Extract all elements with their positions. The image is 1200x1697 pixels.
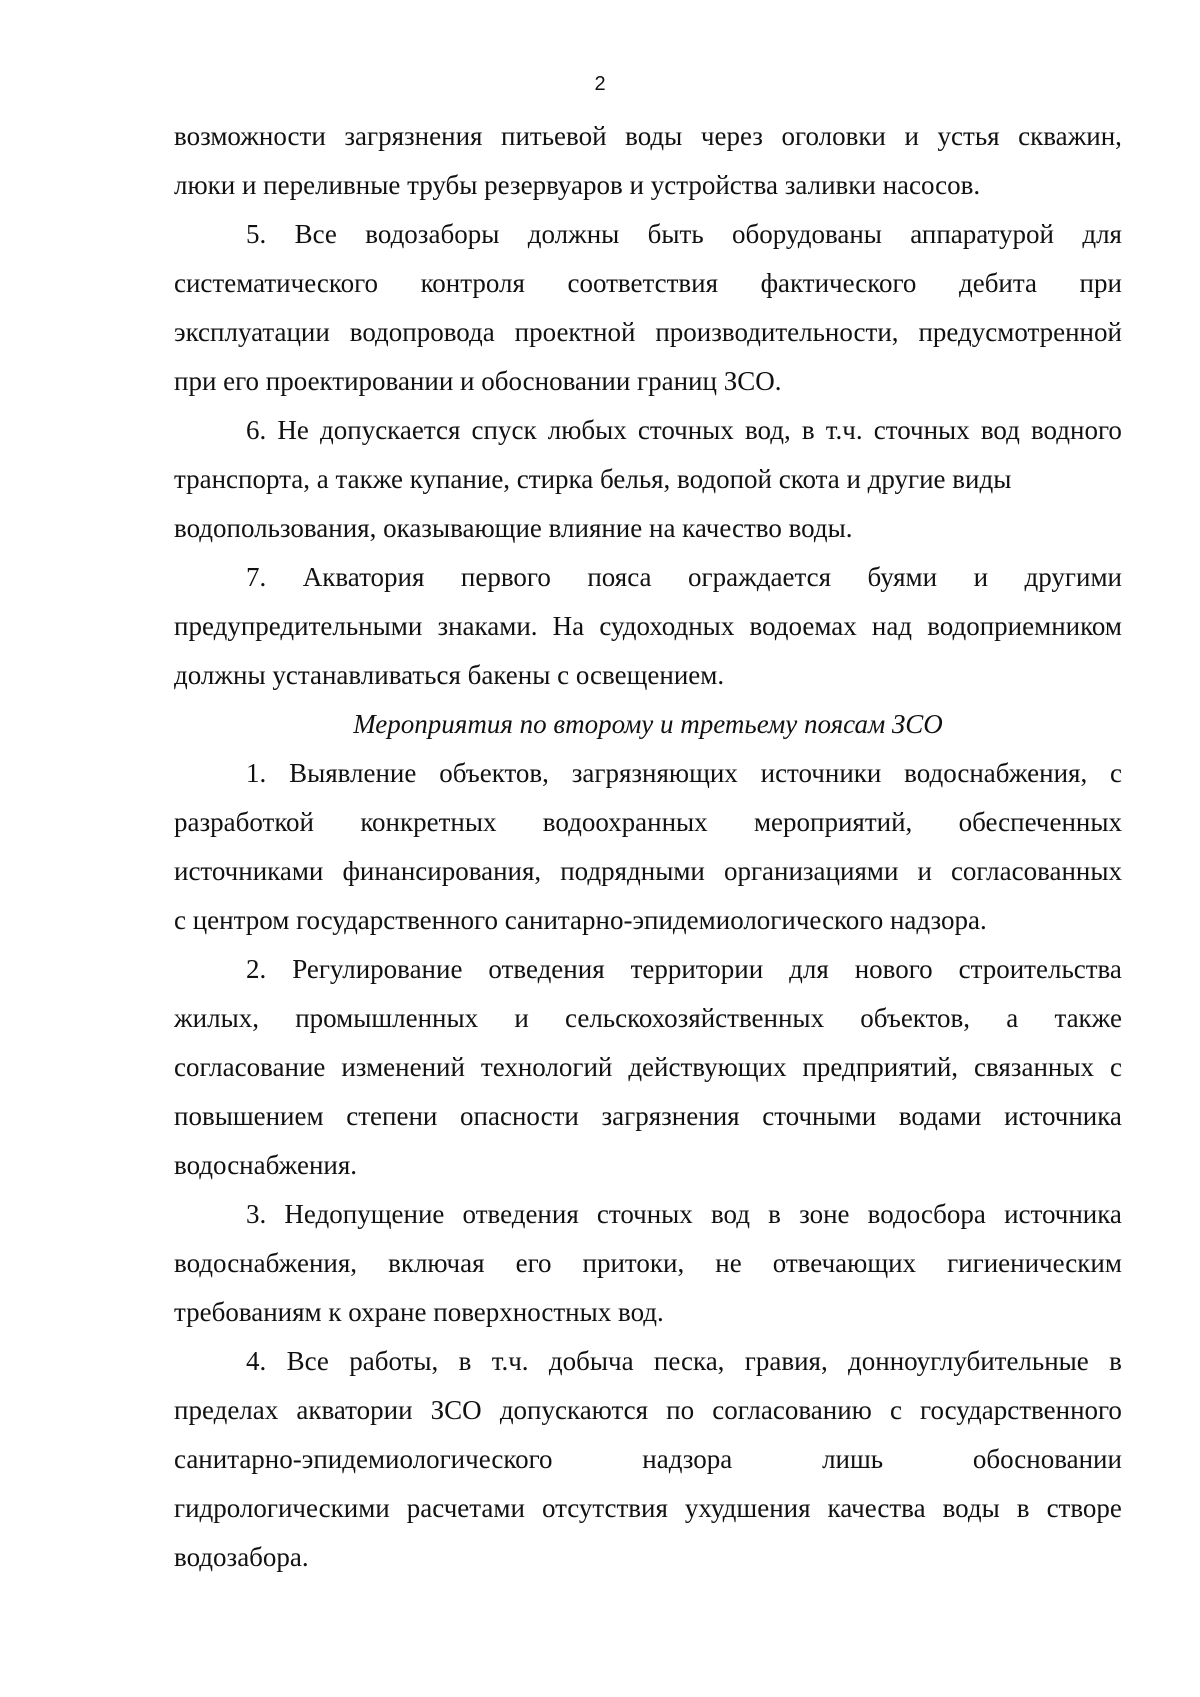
word: другими (1024, 562, 1122, 592)
text-line: должны устанавливаться бакены с освещением. (174, 660, 725, 690)
word: в (768, 1199, 781, 1229)
word: проектной (514, 317, 636, 347)
word: а (1006, 1003, 1019, 1033)
word: его (515, 1248, 552, 1278)
word: допускается (320, 415, 461, 445)
document-body (174, 112, 1122, 1582)
word: согласование (174, 1052, 326, 1082)
word: сточных (873, 415, 970, 445)
word: отсутствия (541, 1493, 668, 1523)
word: организациями (723, 856, 899, 886)
word: обеспеченных (958, 807, 1122, 837)
text-line: водоснабжения. (174, 1150, 358, 1180)
word: 1. (246, 758, 267, 788)
text-line (174, 1043, 1122, 1092)
text-line (174, 847, 1122, 896)
text-line (174, 798, 1122, 847)
text-line (174, 553, 1122, 602)
text-line (174, 1484, 1122, 1533)
word: 6. (246, 415, 267, 445)
word: оборудованы (732, 219, 882, 249)
word: Акватория (302, 562, 425, 592)
word: Все (286, 1346, 329, 1376)
word: скважин, (1018, 121, 1122, 151)
word: отведения (462, 1199, 579, 1229)
word: лишь (822, 1444, 884, 1474)
text-line (174, 112, 1122, 161)
word: качества (827, 1493, 926, 1523)
word: ограждается (688, 562, 831, 592)
word: загрязнения (344, 121, 483, 151)
word: предусмотренной (918, 317, 1122, 347)
word: ухудшения (684, 1493, 811, 1523)
word: государственного (920, 1395, 1122, 1425)
word: оголовки (781, 121, 886, 151)
word: источника (1004, 1199, 1122, 1229)
word: загрязнения (601, 1101, 740, 1131)
word: производительности, (655, 317, 899, 347)
word: связанных (974, 1052, 1094, 1082)
word: загрязняющих (571, 758, 738, 788)
word: пределах (174, 1395, 279, 1425)
word: не (715, 1248, 742, 1278)
word: промышленных (295, 1003, 479, 1033)
word: контроля (420, 268, 525, 298)
word: гравия, (744, 1346, 828, 1376)
text-line (174, 994, 1122, 1043)
word: технологий (480, 1052, 613, 1082)
word: спуск (471, 415, 537, 445)
word: устья (937, 121, 1000, 151)
word: буями (867, 562, 938, 592)
word: для (1082, 219, 1122, 249)
word: в (1109, 1346, 1122, 1376)
word: вод (980, 415, 1020, 445)
word: допускаются (499, 1395, 649, 1425)
word: фактического (760, 268, 917, 298)
word: обосновании (972, 1444, 1122, 1474)
word: над (871, 611, 913, 641)
word: и (514, 1003, 529, 1033)
word: любых (547, 415, 627, 445)
word: эксплуатации (174, 317, 330, 347)
text-line (174, 1337, 1122, 1386)
word: воды (625, 121, 683, 151)
word: опасности (460, 1101, 579, 1131)
word: и (904, 121, 919, 151)
word: через (700, 121, 763, 151)
word: На (552, 611, 585, 641)
text-line: транспорта, а также купание, стирка белья, водопой скота и другие виды (174, 464, 1012, 494)
word: согласованию (712, 1395, 872, 1425)
word: 7. (246, 562, 267, 592)
word: финансирования, (342, 856, 542, 886)
word: акватории (296, 1395, 413, 1425)
word: водоемах (749, 611, 857, 641)
word: сточных (596, 1199, 693, 1229)
word: с (1110, 758, 1122, 788)
word: расчетами (406, 1493, 525, 1523)
word: добыча (548, 1346, 634, 1376)
word: сточных (637, 415, 734, 445)
word: и (917, 856, 932, 886)
word: жилых, (174, 1003, 259, 1033)
word: с (1109, 1052, 1122, 1082)
word: вод (710, 1199, 750, 1229)
word: источника (1004, 1101, 1122, 1131)
word: включая (388, 1248, 485, 1278)
word: 3. (246, 1199, 267, 1229)
word: и (973, 562, 989, 592)
text-line: водопользования, оказывающие влияние на качество воды. (174, 513, 853, 543)
text-line (174, 1386, 1122, 1435)
word: Все (294, 219, 337, 249)
word: донноуглубительные (848, 1346, 1089, 1376)
section-heading: Мероприятия по второму и третьему поясам ЗСО (353, 709, 943, 739)
word: аппаратурой (910, 219, 1054, 249)
text-line: с центром государственного санитарно-эпидемиологического надзора. (174, 905, 987, 935)
word: должны (527, 219, 620, 249)
word: ЗСО (430, 1395, 482, 1425)
word: объектов, (860, 1003, 971, 1033)
word: в (1016, 1493, 1030, 1523)
word: т.ч. (825, 415, 863, 445)
text-line (174, 406, 1122, 455)
word: 4. (246, 1346, 267, 1376)
word: водопровода (349, 317, 495, 347)
word: гидрологическими (174, 1493, 390, 1523)
word: конкретных (360, 807, 497, 837)
word: Регулирование (292, 954, 463, 984)
word: строительства (958, 954, 1122, 984)
word: источниками (174, 856, 324, 886)
word: объектов, (439, 758, 549, 788)
text-line (174, 1190, 1122, 1239)
word: вод, (744, 415, 791, 445)
word: отведения (488, 954, 605, 984)
text-line (174, 945, 1122, 994)
page-number: 2 (594, 73, 606, 95)
word: отвечающих (772, 1248, 917, 1278)
word: нового (854, 954, 933, 984)
word: водоприемником (927, 611, 1122, 641)
word: подрядными (560, 856, 705, 886)
word: предприятий, (802, 1052, 959, 1082)
word: створе (1046, 1493, 1122, 1523)
word: систематического (174, 268, 379, 298)
word: водозаборы (365, 219, 500, 249)
word: водоснабжения, (904, 758, 1088, 788)
word: в (458, 1346, 472, 1376)
word: соответствия (567, 268, 719, 298)
word: сточными (762, 1101, 877, 1131)
word: для (789, 954, 829, 984)
word: Выявление (289, 758, 417, 788)
word: Недопущение (284, 1199, 445, 1229)
word: питьевой (501, 121, 607, 151)
text-line (174, 1092, 1122, 1141)
word: источники (760, 758, 882, 788)
word: т.ч. (491, 1346, 529, 1376)
word: знаками. (437, 611, 538, 641)
text-line: люки и переливные трубы резервуаров и устройства заливки насосов. (174, 170, 981, 200)
word: также (1054, 1003, 1122, 1033)
word: изменений (341, 1052, 465, 1082)
word: мероприятий, (753, 807, 913, 837)
word: судоходных (599, 611, 735, 641)
word: надзора (642, 1444, 733, 1474)
word: с (889, 1395, 902, 1425)
word: сельскохозяйственных (565, 1003, 825, 1033)
word: водного (1030, 415, 1122, 445)
word: водоснабжения, (174, 1248, 358, 1278)
word: водами (898, 1101, 982, 1131)
text-line (174, 749, 1122, 798)
text-line (174, 308, 1122, 357)
word: первого (460, 562, 551, 592)
word: водосбора (867, 1199, 986, 1229)
text-line (174, 602, 1122, 651)
word: дебита (958, 268, 1037, 298)
text-line (174, 259, 1122, 308)
word: действующих (628, 1052, 787, 1082)
word: зоне (799, 1199, 850, 1229)
word: повышением (174, 1101, 324, 1131)
word: разработкой (174, 807, 315, 837)
text-line (174, 1435, 1122, 1484)
word: 2. (246, 954, 267, 984)
word: воды (942, 1493, 1000, 1523)
word: быть (647, 219, 704, 249)
word: при (1079, 268, 1122, 298)
text-line: при его проектировании и обосновании границ ЗСО. (174, 366, 782, 396)
word: работы, (349, 1346, 439, 1376)
word: по (666, 1395, 695, 1425)
text-line (174, 210, 1122, 259)
text-line (174, 1239, 1122, 1288)
word: степени (346, 1101, 438, 1131)
word: Не (277, 415, 309, 445)
word: 5. (246, 219, 267, 249)
text-line: водозабора. (174, 1542, 309, 1572)
word: согласованных (950, 856, 1122, 886)
word: территории (630, 954, 764, 984)
word: гигиеническим (947, 1248, 1122, 1278)
text-line: требованиям к охране поверхностных вод. (174, 1297, 664, 1327)
word: в (801, 415, 815, 445)
word: возможности (174, 121, 326, 151)
word: санитарно-эпидемиологического (174, 1444, 553, 1474)
word: пояса (587, 562, 652, 592)
word: предупредительными (174, 611, 423, 641)
word: водоохранных (542, 807, 708, 837)
word: песка, (653, 1346, 725, 1376)
word: притоки, (582, 1248, 685, 1278)
